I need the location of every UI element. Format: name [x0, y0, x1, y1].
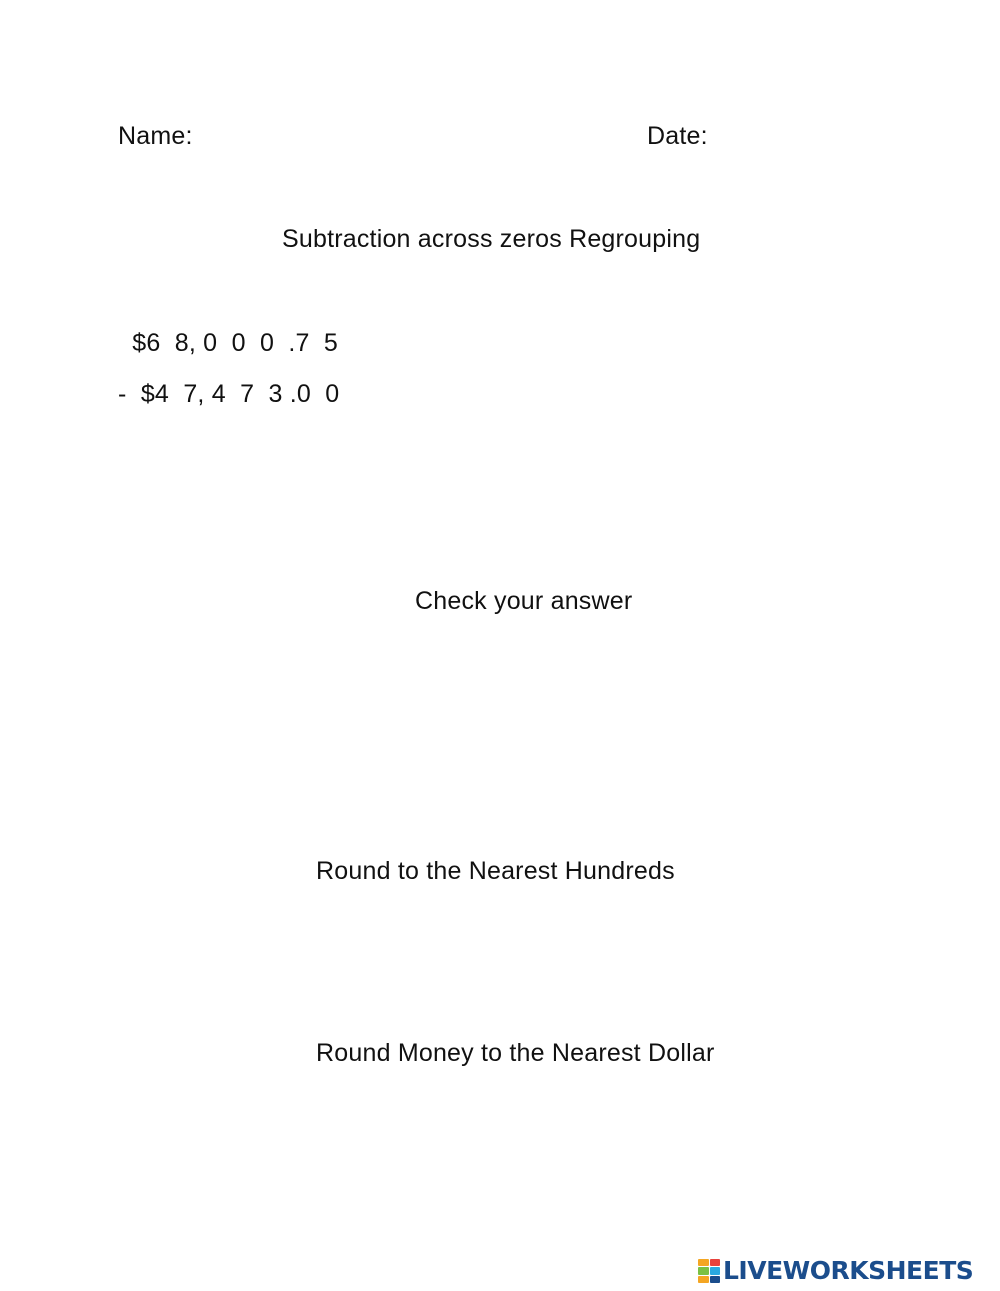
- logo-block: [698, 1276, 709, 1283]
- worksheet-title: Subtraction across zeros Regrouping: [282, 225, 701, 253]
- round-hundreds-heading: Round to the Nearest Hundreds: [316, 857, 675, 885]
- problem-minuend: $6 8, 0 0 0 .7 5: [118, 329, 339, 357]
- logo-block: [710, 1259, 721, 1266]
- date-label: Date:: [647, 122, 708, 150]
- name-label: Name:: [118, 122, 193, 150]
- round-dollar-heading: Round Money to the Nearest Dollar: [316, 1039, 715, 1067]
- logo-block: [698, 1267, 709, 1274]
- problem-subtrahend: - $4 7, 4 7 3 .0 0: [118, 380, 340, 408]
- check-answer-heading: Check your answer: [415, 587, 633, 615]
- logo-block: [710, 1267, 721, 1274]
- logo-block: [710, 1276, 721, 1283]
- logo-blocks-icon: [698, 1259, 720, 1283]
- liveworksheets-logo: [698, 1256, 973, 1286]
- logo-text: LIVEWORKSHEETS: [723, 1256, 974, 1285]
- logo-block: [698, 1259, 709, 1266]
